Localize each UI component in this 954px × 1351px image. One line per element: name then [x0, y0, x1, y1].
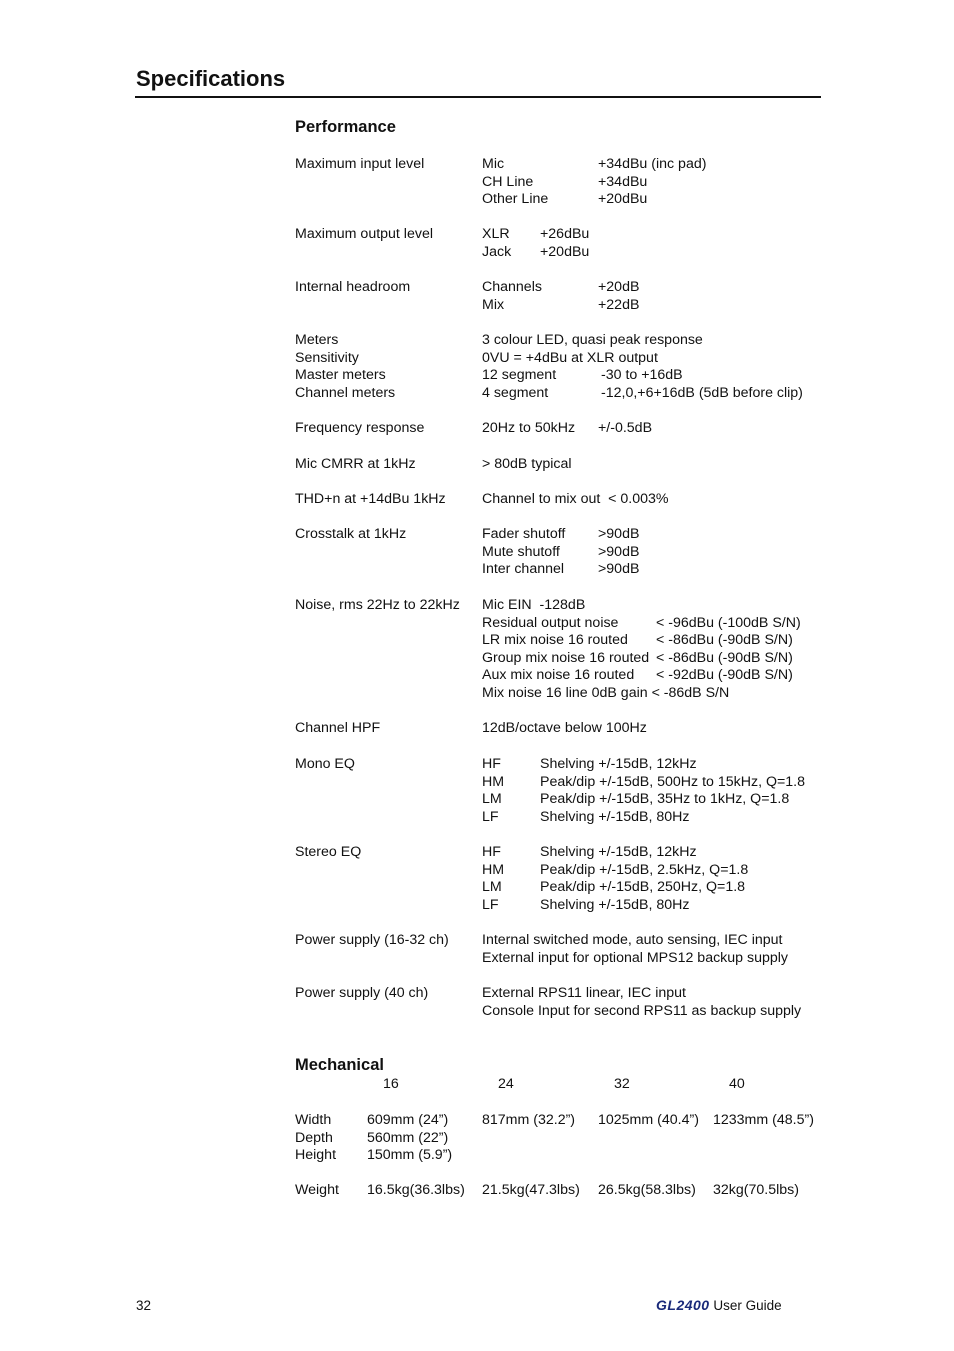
noise-value: < -86dBu (-90dB S/N) [656, 632, 793, 649]
eq-spec: Shelving +/-15dB, 12kHz [540, 844, 697, 860]
headroom-name: Mix [482, 296, 505, 313]
mech-width-label: Width [295, 1112, 332, 1128]
page-number: 32 [136, 1298, 152, 1313]
max-input-name: Other Line [482, 191, 549, 208]
psu-line: External input for optional MPS12 backup supply [482, 949, 789, 966]
mech-weight-value: 26.5kg(58.3lbs) [598, 1182, 696, 1198]
eq-band: LM [482, 879, 502, 896]
max-output-label: Maximum output level [295, 226, 433, 242]
title-rule [135, 96, 821, 98]
meters-sensitivity: 0VU = +4dBu at XLR output [482, 349, 658, 366]
meters-segment: 12 segment [482, 367, 557, 384]
mono-eq-label: Mono EQ [295, 756, 355, 772]
crosstalk-value: >90dB [598, 543, 640, 560]
eq-spec: Shelving +/-15dB, 12kHz [540, 756, 697, 772]
meters-range: -12,0,+6+16dB (5dB before clip) [601, 384, 803, 401]
meters-type: 3 colour LED, quasi peak response [482, 332, 703, 348]
crosstalk-name: Fader shutoff [482, 526, 566, 542]
crosstalk-value: >90dB [598, 561, 640, 578]
mech-width-value: 1025mm (40.4”) [598, 1112, 699, 1128]
mech-weight-value: 21.5kg(47.3lbs) [482, 1182, 580, 1198]
eq-band: HF [482, 756, 501, 772]
crosstalk-label: Crosstalk at 1kHz [295, 526, 407, 542]
max-output-name: Jack [482, 243, 512, 260]
freq-range: 20Hz to 50kHz [482, 420, 576, 436]
mech-weight-label: Weight [295, 1182, 339, 1198]
eq-band: LF [482, 896, 499, 913]
mech-depth-label: Depth [295, 1129, 333, 1146]
noise-name: Group mix noise 16 routed [482, 649, 650, 666]
max-output-value: +20dBu [540, 243, 590, 260]
cmrr-label: Mic CMRR at 1kHz [295, 456, 416, 472]
cmrr-value: > 80dB typical [482, 456, 572, 472]
guide-label: User Guide [713, 1298, 782, 1313]
eq-spec: Peak/dip +/-15dB, 500Hz to 15kHz, Q=1.8 [540, 773, 805, 790]
psu-line: Console Input for second RPS11 as backup supply [482, 1002, 802, 1019]
headroom-value: +20dB [598, 279, 640, 295]
freq-tolerance: +/-0.5dB [598, 420, 653, 436]
noise-value: < -86dBu (-90dB S/N) [656, 649, 793, 666]
eq-band: LF [482, 808, 499, 825]
meters-label: Meters [295, 332, 339, 348]
noise-name: LR mix noise 16 routed [482, 632, 628, 649]
mech-col-header: 24 [498, 1076, 514, 1092]
performance-heading: Performance [295, 118, 396, 136]
hpf-value: 12dB/octave below 100Hz [482, 720, 647, 736]
max-input-name: Mic [482, 156, 505, 172]
crosstalk-name: Mute shutoff [482, 543, 560, 560]
crosstalk-value: >90dB [598, 526, 640, 542]
eq-band: LM [482, 791, 502, 808]
psu-16-32-label: Power supply (16-32 ch) [295, 932, 449, 948]
meters-segment: 4 segment [482, 384, 549, 401]
eq-spec: Peak/dip +/-15dB, 35Hz to 1kHz, Q=1.8 [540, 791, 790, 808]
eq-spec: Peak/dip +/-15dB, 250Hz, Q=1.8 [540, 879, 746, 896]
headroom-name: Channels [482, 279, 542, 295]
mech-height-value: 150mm (5.9”) [367, 1147, 453, 1164]
eq-spec: Peak/dip +/-15dB, 2.5kHz, Q=1.8 [540, 861, 749, 878]
hpf-label: Channel HPF [295, 720, 381, 736]
stereo-eq-label: Stereo EQ [295, 844, 362, 860]
noise-mix-line: Mix noise 16 line 0dB gain < -86dB S/N [482, 685, 730, 701]
thd-label: THD+n at +14dBu 1kHz [295, 491, 446, 507]
eq-spec: Shelving +/-15dB, 80Hz [540, 808, 690, 825]
psu-line: Internal switched mode, auto sensing, IEC input [482, 932, 783, 948]
noise-name: Residual output noise [482, 614, 619, 631]
meters-label: Sensitivity [295, 349, 359, 366]
max-input-value: +34dBu [598, 173, 648, 190]
product-logo: GL2400 [656, 1297, 710, 1313]
mech-col-header: 32 [614, 1076, 630, 1092]
thd-value: Channel to mix out < 0.003% [482, 491, 669, 507]
headroom-value: +22dB [598, 296, 640, 313]
max-input-name: CH Line [482, 173, 534, 190]
freq-label: Frequency response [295, 420, 425, 436]
mechanical-heading: Mechanical [295, 1056, 384, 1074]
mech-col-header: 40 [729, 1076, 745, 1092]
mech-height-label: Height [295, 1147, 337, 1164]
eq-band: HM [482, 861, 505, 878]
page-title: Specifications [136, 66, 286, 91]
meters-label: Channel meters [295, 384, 396, 401]
noise-name: Aux mix noise 16 routed [482, 667, 635, 684]
max-input-value: +20dBu [598, 191, 648, 208]
mech-width-value: 1233mm (48.5”) [713, 1112, 814, 1128]
max-input-value: +34dBu (inc pad) [598, 156, 707, 172]
eq-spec: Shelving +/-15dB, 80Hz [540, 896, 690, 913]
meters-range: -30 to +16dB [601, 367, 683, 384]
mech-weight-value: 32kg(70.5lbs) [713, 1182, 799, 1198]
noise-value: < -92dBu (-90dB S/N) [656, 667, 793, 684]
noise-label: Noise, rms 22Hz to 22kHz [295, 597, 460, 613]
noise-mic-ein: Mic EIN -128dB [482, 597, 586, 613]
noise-value: < -96dBu (-100dB S/N) [656, 614, 801, 631]
mech-col-header: 16 [383, 1076, 399, 1092]
psu-40-label: Power supply (40 ch) [295, 985, 429, 1001]
max-output-value: +26dBu [540, 226, 590, 242]
footer-guide [656, 1297, 782, 1313]
meters-label: Master meters [295, 367, 386, 384]
mech-weight-value: 16.5kg(36.3lbs) [367, 1182, 465, 1198]
psu-line: External RPS11 linear, IEC input [482, 985, 686, 1001]
eq-band: HF [482, 844, 501, 860]
max-input-label: Maximum input level [295, 156, 425, 172]
mech-width-value: 817mm (32.2”) [482, 1112, 576, 1128]
headroom-label: Internal headroom [295, 279, 411, 295]
mech-width-value: 609mm (24”) [367, 1112, 449, 1128]
eq-band: HM [482, 773, 505, 790]
mech-depth-value: 560mm (22”) [367, 1129, 449, 1146]
crosstalk-name: Inter channel [482, 561, 565, 578]
max-output-name: XLR [482, 226, 510, 242]
